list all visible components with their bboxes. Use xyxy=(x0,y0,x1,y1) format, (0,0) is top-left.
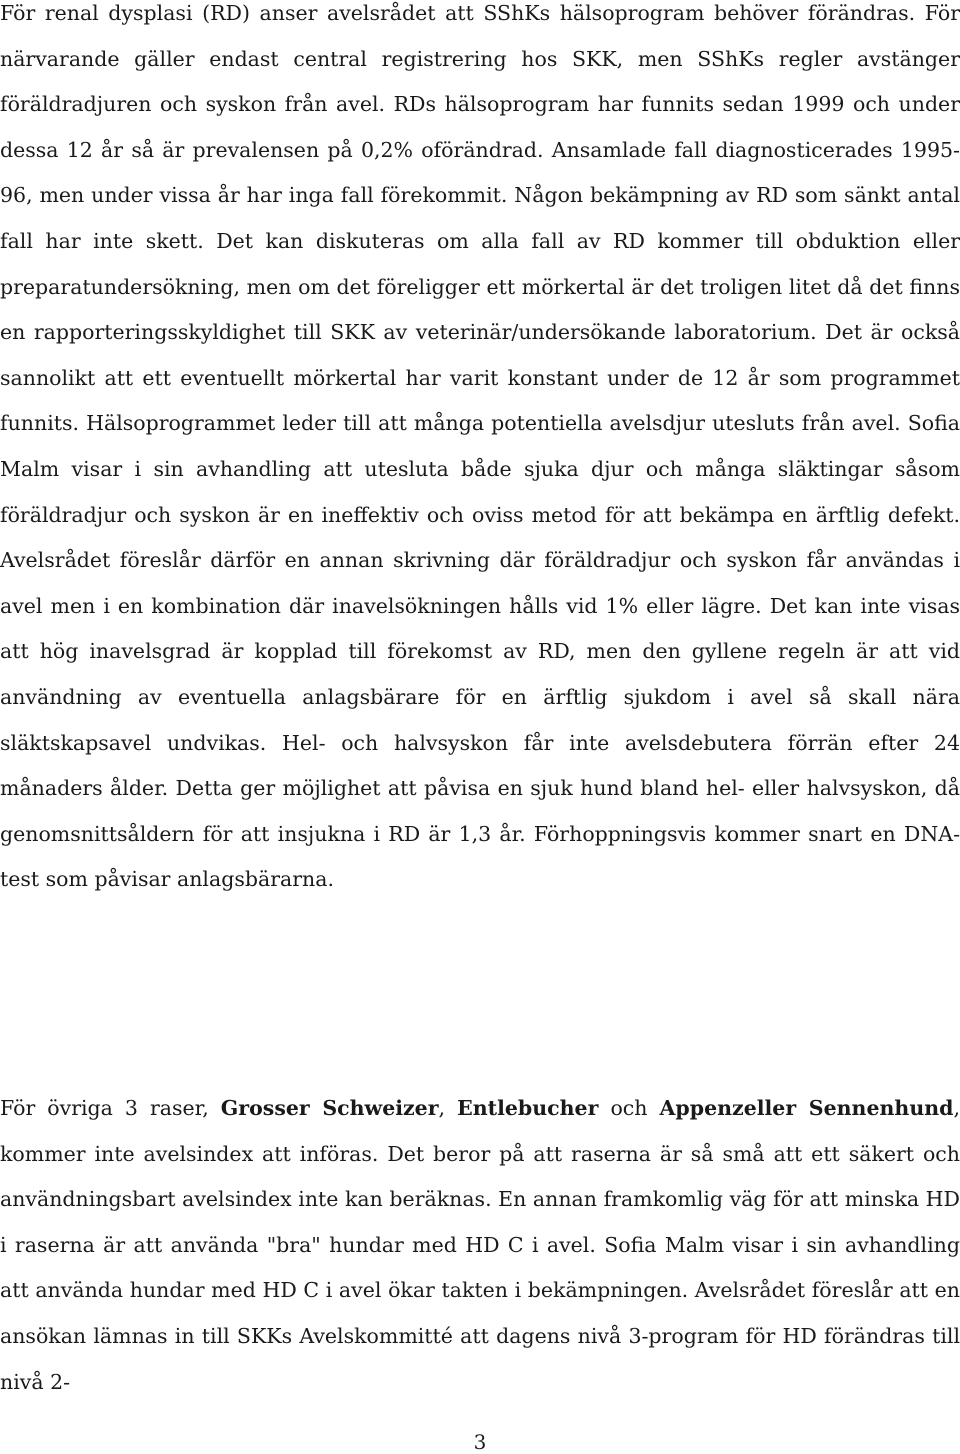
paragraph-renal-dysplasi: För renal dysplasi (RD) anser avelsrådet att SShKs hälsoprogram behöver förändras. För närvarande gäller endast central registrering hos SKK, men SShKs regler avstänger föräldradjuren och syskon från avel. RDs hälsoprogram har funnits sedan 1999 och under dessa 12 år så är prevalensen på 0,2% oförändrad. Ansamlade fall diagnosticerades 1995-96, men under vissa år har inga fall förekommit. Någon bekämpning av RD som sänkt antal fall har inte skett. Det kan diskuteras om alla fall av RD kommer till obduktion eller preparatundersökning, men om det föreligger ett mörkertal är det troligen litet då det finns en rapporteringsskyldighet till SKK av veterinär/undersökande laboratorium. Det är också sannolikt att ett eventuellt mörkertal har varit konstant under de 12 år som programmet funnits. Hälsoprogrammet leder till att många potentiella avelsdjur utesluts från avel. Sofia Malm visar i sin avhandling att utesluta både sjuka djur och många släktingar såsom föräldradjur och syskon är en ineffektiv och oviss metod för att bekämpa en ärftlig defekt. Avelsrådet föreslår därför en annan skrivning där föräldradjur och syskon får användas i avel men i en kombination där inavelsökningen hålls vid 1% eller lägre. Det kan inte visas att hög inavelsgrad är kopplad till förekomst av RD, men den gyllene regeln är att vid användning av eventuella anlagsbärare för en ärftlig sjukdom i avel så skall nära släktskapsavel undvikas. Hel- och halvsyskon får inte avelsdebutera förrän efter 24 månaders ålder. Detta ger möjlighet att påvisa en sjuk hund bland hel- eller halvsyskon, då genomsnittsåldern för att insjukna i RD är 1,3 år. Förhoppningsvis kommer snart en DNA-test som påvisar anlagsbärarna. xyxy=(0,1,960,892)
breed-entlebucher: Entlebucher xyxy=(457,1096,599,1120)
paragraph-ovriga-raser xyxy=(0,1086,960,1405)
page-number: 3 xyxy=(473,1430,487,1454)
paragraph-intro: För övriga 3 raser, xyxy=(0,1096,209,1120)
breed-grosser-schweizer: Grosser Schweizer xyxy=(220,1096,439,1120)
breed-appenzeller-sennenhund: Appenzeller Sennenhund xyxy=(659,1096,954,1120)
comma-separator: , xyxy=(438,1096,446,1120)
conjunction-och: och xyxy=(610,1096,648,1120)
paragraph-rest: , kommer inte avelsindex att införas. Det beror på att raserna är så små att ett säkert och användningsbart avelsindex inte kan beräknas. En annan framkomlig väg för att minska HD i raserna är att använda "bra" hundar med HD C i avel. Sofia Malm visar i sin avhandling att använda hundar med HD C i avel ökar takten i bekämpningen. Avelsrådet föreslår att en ansökan lämnas in till SKKs Avelskommitté att dagens nivå 3-program för HD förändras till nivå 2- xyxy=(0,1096,960,1394)
